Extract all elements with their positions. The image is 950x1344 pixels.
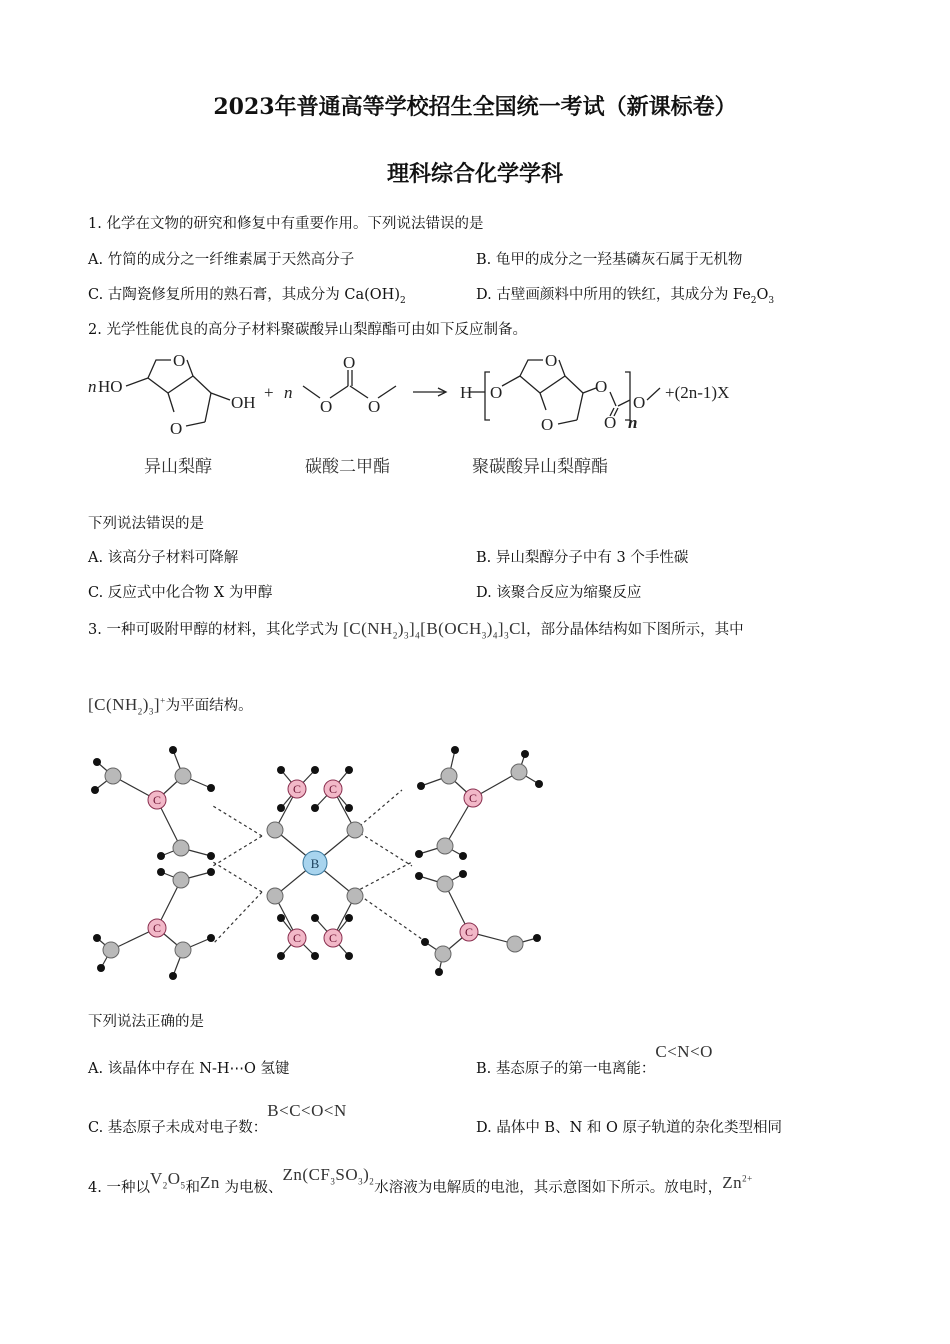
svg-text:C: C — [328, 782, 338, 796]
svg-text:O: O — [170, 419, 183, 438]
svg-text:O: O — [343, 353, 356, 372]
exam-subtitle: 理科综合化学学科 — [386, 161, 563, 187]
q3-chemical-formula: $[C(NH_2)_3]_4[B(OCH_3)_4]_3Cl$ — [343, 619, 527, 641]
q2-option-c: C. 反应式中化合物 X 为甲醇 — [88, 585, 273, 601]
crystal-structure-figure — [85, 742, 555, 982]
svg-text:O: O — [173, 351, 186, 370]
svg-text:C: C — [292, 931, 302, 945]
q3-option-a: A. 该晶体中存在 N-H⋯O 氢键 — [88, 1061, 290, 1077]
dimethyl-carbonate-label: 碳酸二甲酯 — [305, 457, 390, 476]
q2-option-b: B. 异山梨醇分子中有 3 个手性碳 — [476, 550, 689, 566]
q4-stem: 4. 一种以$V_2O_5$和Zn 为电极、$Zn(CF_3SO_3)_2$水溶液为电解质的电池，其示意图如下所示。放电时，$Zn^{2+}$ — [88, 1165, 753, 1196]
svg-text:+: + — [264, 383, 274, 402]
svg-text:H: H — [460, 383, 473, 402]
svg-text:C: C — [152, 793, 162, 807]
svg-text:O: O — [595, 377, 608, 396]
svg-text:C: C — [292, 782, 302, 796]
svg-text:O: O — [320, 397, 333, 416]
q3-option-b: B. 基态原子的第一电离能：C<N<O — [476, 1042, 713, 1077]
q3-stem: 3. 一种可吸附甲醇的材料，其化学式为 $[C(NH_2)_3]_4[B(OCH_3)_4]_3Cl$，部分晶体结构如下图所示，其中 — [88, 619, 744, 641]
q2-stem: 2. 光学性能优良的高分子材料聚碳酸异山梨醇酯可由如下反应制备。 — [88, 322, 527, 338]
q2-prompt: 下列说法错误的是 — [88, 516, 204, 532]
svg-text:C: C — [328, 931, 338, 945]
q3-prompt: 下列说法正确的是 — [88, 1014, 204, 1030]
q2-option-d: D. 该聚合反应为缩聚反应 — [476, 585, 642, 601]
svg-text:n: n — [628, 413, 638, 432]
svg-text:C: C — [468, 791, 478, 805]
svg-text:O: O — [545, 351, 558, 370]
q3-option-c: C. 基态原子未成对电子数：B<C<O<N — [88, 1101, 347, 1136]
svg-text:O: O — [633, 393, 646, 412]
svg-text:O: O — [541, 415, 554, 434]
isosorbide-label: 异山梨醇 — [144, 457, 212, 476]
q1-option-d: D. 古壁画颜料中所用的铁红，其成分为 $Fe_2O_3$ — [476, 287, 775, 306]
q1-option-b: B. 龟甲的成分之一羟基磷灰石属于无机物 — [476, 252, 743, 268]
ho-group: HO — [98, 377, 123, 396]
boron-atom-label: B — [310, 856, 320, 871]
q2-option-a: A. 该高分子材料可降解 — [88, 550, 239, 566]
coefficient-n: n — [88, 377, 97, 396]
svg-text:O: O — [368, 397, 381, 416]
polycarbonate-label: 聚碳酸异山梨醇酯 — [472, 457, 608, 476]
q1-stem: 1. 化学在文物的研究和修复中有重要作用。下列说法错误的是 — [88, 216, 484, 232]
q1-option-a: A. 竹简的成分之一纤维素属于天然高分子 — [88, 252, 355, 268]
polymerization-scheme — [80, 348, 780, 483]
svg-text:n: n — [284, 383, 293, 402]
oh-group: OH — [231, 393, 256, 412]
svg-text:O: O — [490, 383, 503, 402]
svg-text:C: C — [464, 925, 474, 939]
byproduct-label: +(2n-1)X — [665, 383, 730, 402]
q3-option-d: D. 晶体中 B、N 和 O 原子轨道的杂化类型相同 — [476, 1120, 782, 1136]
q3-cation-formula: $[C(NH_2)_3]^+$ — [88, 695, 166, 717]
exam-title: 2023年普通高等学校招生全国统一考试（新课标卷） — [213, 94, 737, 120]
q1-option-c: C. 古陶瓷修复所用的熟石膏，其成分为 $Ca(OH)_2$ — [88, 287, 406, 306]
q3-stem-line2: $[C(NH_2)_3]^+$为平面结构。 — [88, 695, 253, 717]
svg-text:C: C — [152, 921, 162, 935]
svg-text:O: O — [604, 413, 617, 432]
